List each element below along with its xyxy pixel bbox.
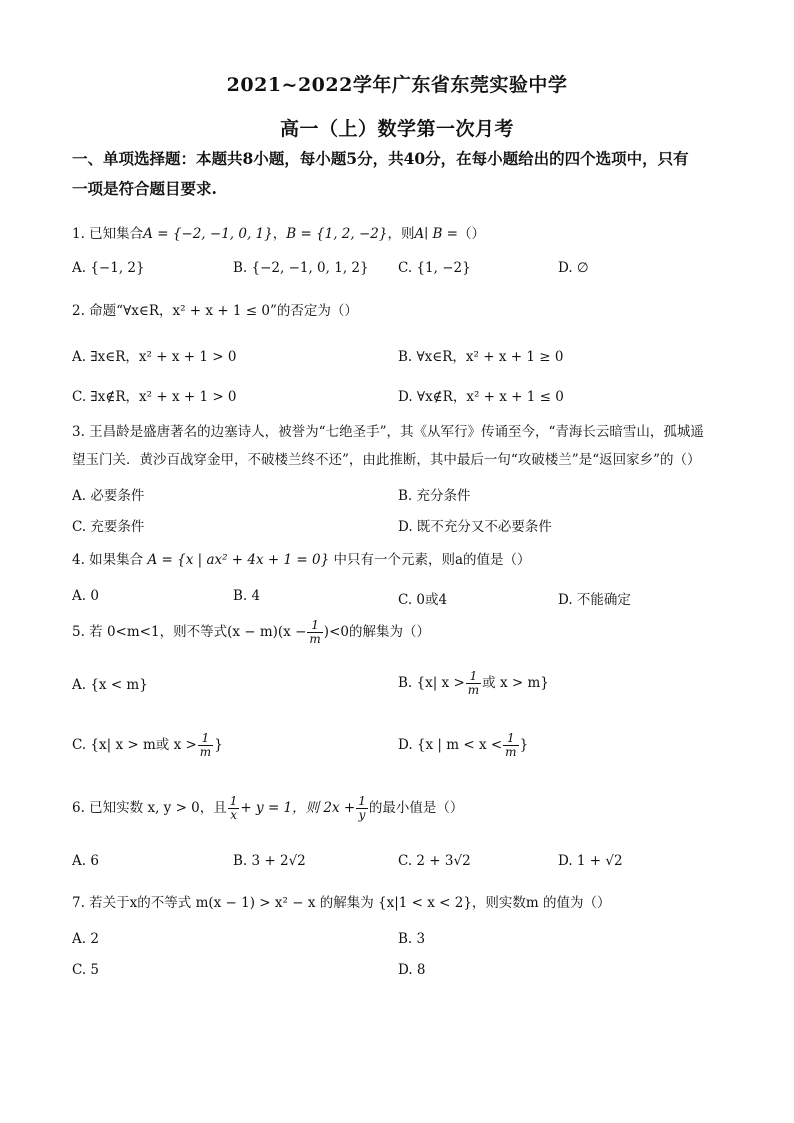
q3-option-b: B. 充分条件 bbox=[398, 488, 471, 504]
q5-b-frac-den: m bbox=[467, 683, 480, 697]
q5-frac-den: m bbox=[309, 632, 321, 646]
q2-option-c: C. ∃x∉R，x² + x + 1 > 0 bbox=[72, 389, 237, 405]
q5-option-d bbox=[398, 732, 528, 759]
section-heading-line1: 一、单项选择题：本题共8小题，每小题5分，共40分，在每小题给出的四个选项中，只有 bbox=[72, 149, 689, 168]
q5-c-fraction bbox=[198, 732, 213, 759]
q5-c-frac-num: 1 bbox=[198, 732, 213, 746]
q5-c-frac-den: m bbox=[199, 745, 212, 759]
q1-option-a: A. {−1, 2} bbox=[72, 260, 145, 276]
q2-option-a: A. ∃x∈R，x² + x + 1 > 0 bbox=[72, 349, 237, 365]
q5-c-post: } bbox=[214, 737, 223, 753]
q1-sep: ， bbox=[272, 226, 287, 242]
q5-pre: 5. 若 0<m<1，则不等式(x − m)(x − bbox=[72, 624, 307, 640]
question-3-stem bbox=[72, 418, 727, 474]
q1-pre: 1. 已知集合 bbox=[72, 226, 144, 242]
q3-option-d: D. 既不充分又不必要条件 bbox=[398, 519, 552, 535]
q1-option-d: D. ∅ bbox=[558, 260, 589, 276]
q1-set-a: A = {−2, −1, 0, 1} bbox=[143, 226, 273, 242]
q1-mid: ，则 bbox=[387, 226, 415, 242]
q5-d-frac-num: 1 bbox=[503, 732, 518, 746]
q5-c-pre: C. {x| x > m或 x > bbox=[72, 737, 197, 753]
q1-expr: A∣ B = bbox=[414, 226, 458, 242]
q3-stem-line2: 望玉门关．黄沙百战穿金甲，不破楼兰终不还”，由此推断，其中最后一句“攻破楼兰”是“返回家乡”的（） bbox=[72, 452, 701, 468]
q6-option-a: A. 6 bbox=[72, 853, 99, 869]
q3-option-c: C. 充要条件 bbox=[72, 519, 145, 535]
q5-b-pre: B. {x| x > bbox=[398, 675, 465, 691]
q7-option-c: C. 5 bbox=[72, 962, 100, 978]
q3-option-a: A. 必要条件 bbox=[72, 488, 145, 504]
q6-f2-num: 1 bbox=[358, 794, 366, 808]
q6-fraction-1 bbox=[228, 795, 240, 822]
q5-frac-num: 1 bbox=[307, 619, 322, 633]
section-heading-line2: 一项是符合题目要求. bbox=[72, 179, 217, 198]
q6-f2-den: y bbox=[358, 808, 366, 822]
q7-option-d: D. 8 bbox=[398, 962, 426, 978]
q1-option-b: B. {−2, −1, 0, 1, 2} bbox=[233, 260, 369, 276]
question-4-stem bbox=[72, 546, 727, 574]
q2-option-d: D. ∀x∉R，x² + x + 1 ≤ 0 bbox=[398, 389, 564, 405]
q1-set-b: B = {1, 2, −2} bbox=[286, 226, 388, 242]
q6-post: 的最小值是（） bbox=[368, 800, 464, 816]
q5-b-fraction bbox=[466, 670, 481, 697]
q7-option-b: B. 3 bbox=[398, 931, 426, 947]
q6-f1-den: x bbox=[230, 808, 237, 822]
q6-pre: 6. 已知实数 x, y > 0，且 bbox=[72, 800, 227, 816]
q5-fraction bbox=[307, 619, 322, 646]
section-heading bbox=[72, 144, 732, 204]
q4-option-d: D. 不能确定 bbox=[558, 592, 631, 608]
q5-d-pre: D. {x | m < x < bbox=[398, 737, 503, 753]
q2-option-b: B. ∀x∈R，x² + x + 1 ≥ 0 bbox=[398, 349, 564, 365]
question-5-stem bbox=[72, 618, 727, 646]
q6-option-b: B. 3 + 2√2 bbox=[233, 853, 306, 869]
q3-stem-line1: 3. 王昌龄是盛唐著名的边塞诗人，被誉为“七绝圣手”，其《从军行》传诵至今，“青海长云暗雪山，孤城遥 bbox=[72, 424, 704, 440]
q5-d-fraction bbox=[503, 732, 518, 759]
q5-option-b bbox=[398, 670, 549, 697]
q4-option-a: A. 0 bbox=[72, 588, 99, 604]
q6-fraction-2 bbox=[356, 795, 368, 822]
q4-pre: 4. 如果集合 bbox=[72, 552, 144, 568]
q1-option-c: C. {1, −2} bbox=[398, 260, 471, 276]
q5-option-a: A. {x < m} bbox=[72, 677, 148, 693]
q4-option-b: B. 4 bbox=[233, 588, 261, 604]
q6-f1-num: 1 bbox=[229, 794, 238, 808]
q4-option-c: C. 0或4 bbox=[398, 592, 448, 608]
q7-option-a: A. 2 bbox=[72, 931, 99, 947]
q4-post: 中只有一个元素，则a的值是（） bbox=[333, 552, 531, 568]
question-1-stem bbox=[72, 220, 727, 248]
q6-option-c: C. 2 + 3√2 bbox=[398, 853, 471, 869]
question-6-stem bbox=[72, 794, 727, 822]
q5-b-frac-num: 1 bbox=[466, 670, 481, 684]
q1-post: （） bbox=[457, 226, 485, 242]
q5-post: )<0的解集为（） bbox=[323, 624, 430, 640]
q5-d-post: } bbox=[519, 737, 529, 753]
q6-option-d: D. 1 + √2 bbox=[558, 853, 623, 869]
q5-option-c bbox=[72, 732, 223, 759]
q5-b-post: 或 x > m} bbox=[482, 675, 549, 691]
q5-d-frac-den: m bbox=[505, 745, 517, 759]
q6-mid: + y = 1，则 2x + bbox=[240, 800, 356, 816]
question-7-stem: 7. 若关于x的不等式 m(x − 1) > x² − x 的解集为 {x|1 < x < 2}，则实数m 的值为（） bbox=[72, 895, 611, 911]
question-2-stem: 2. 命题“∀x∈R，x² + x + 1 ≤ 0”的否定为（） bbox=[72, 303, 358, 319]
exam-subtitle: 高一（上）数学第一次月考 bbox=[279, 118, 514, 140]
exam-title: 2021~2022学年广东省东莞实验中学 bbox=[226, 74, 568, 96]
q4-set: A = {x | ax² + 4x + 1 = 0} bbox=[147, 552, 330, 568]
